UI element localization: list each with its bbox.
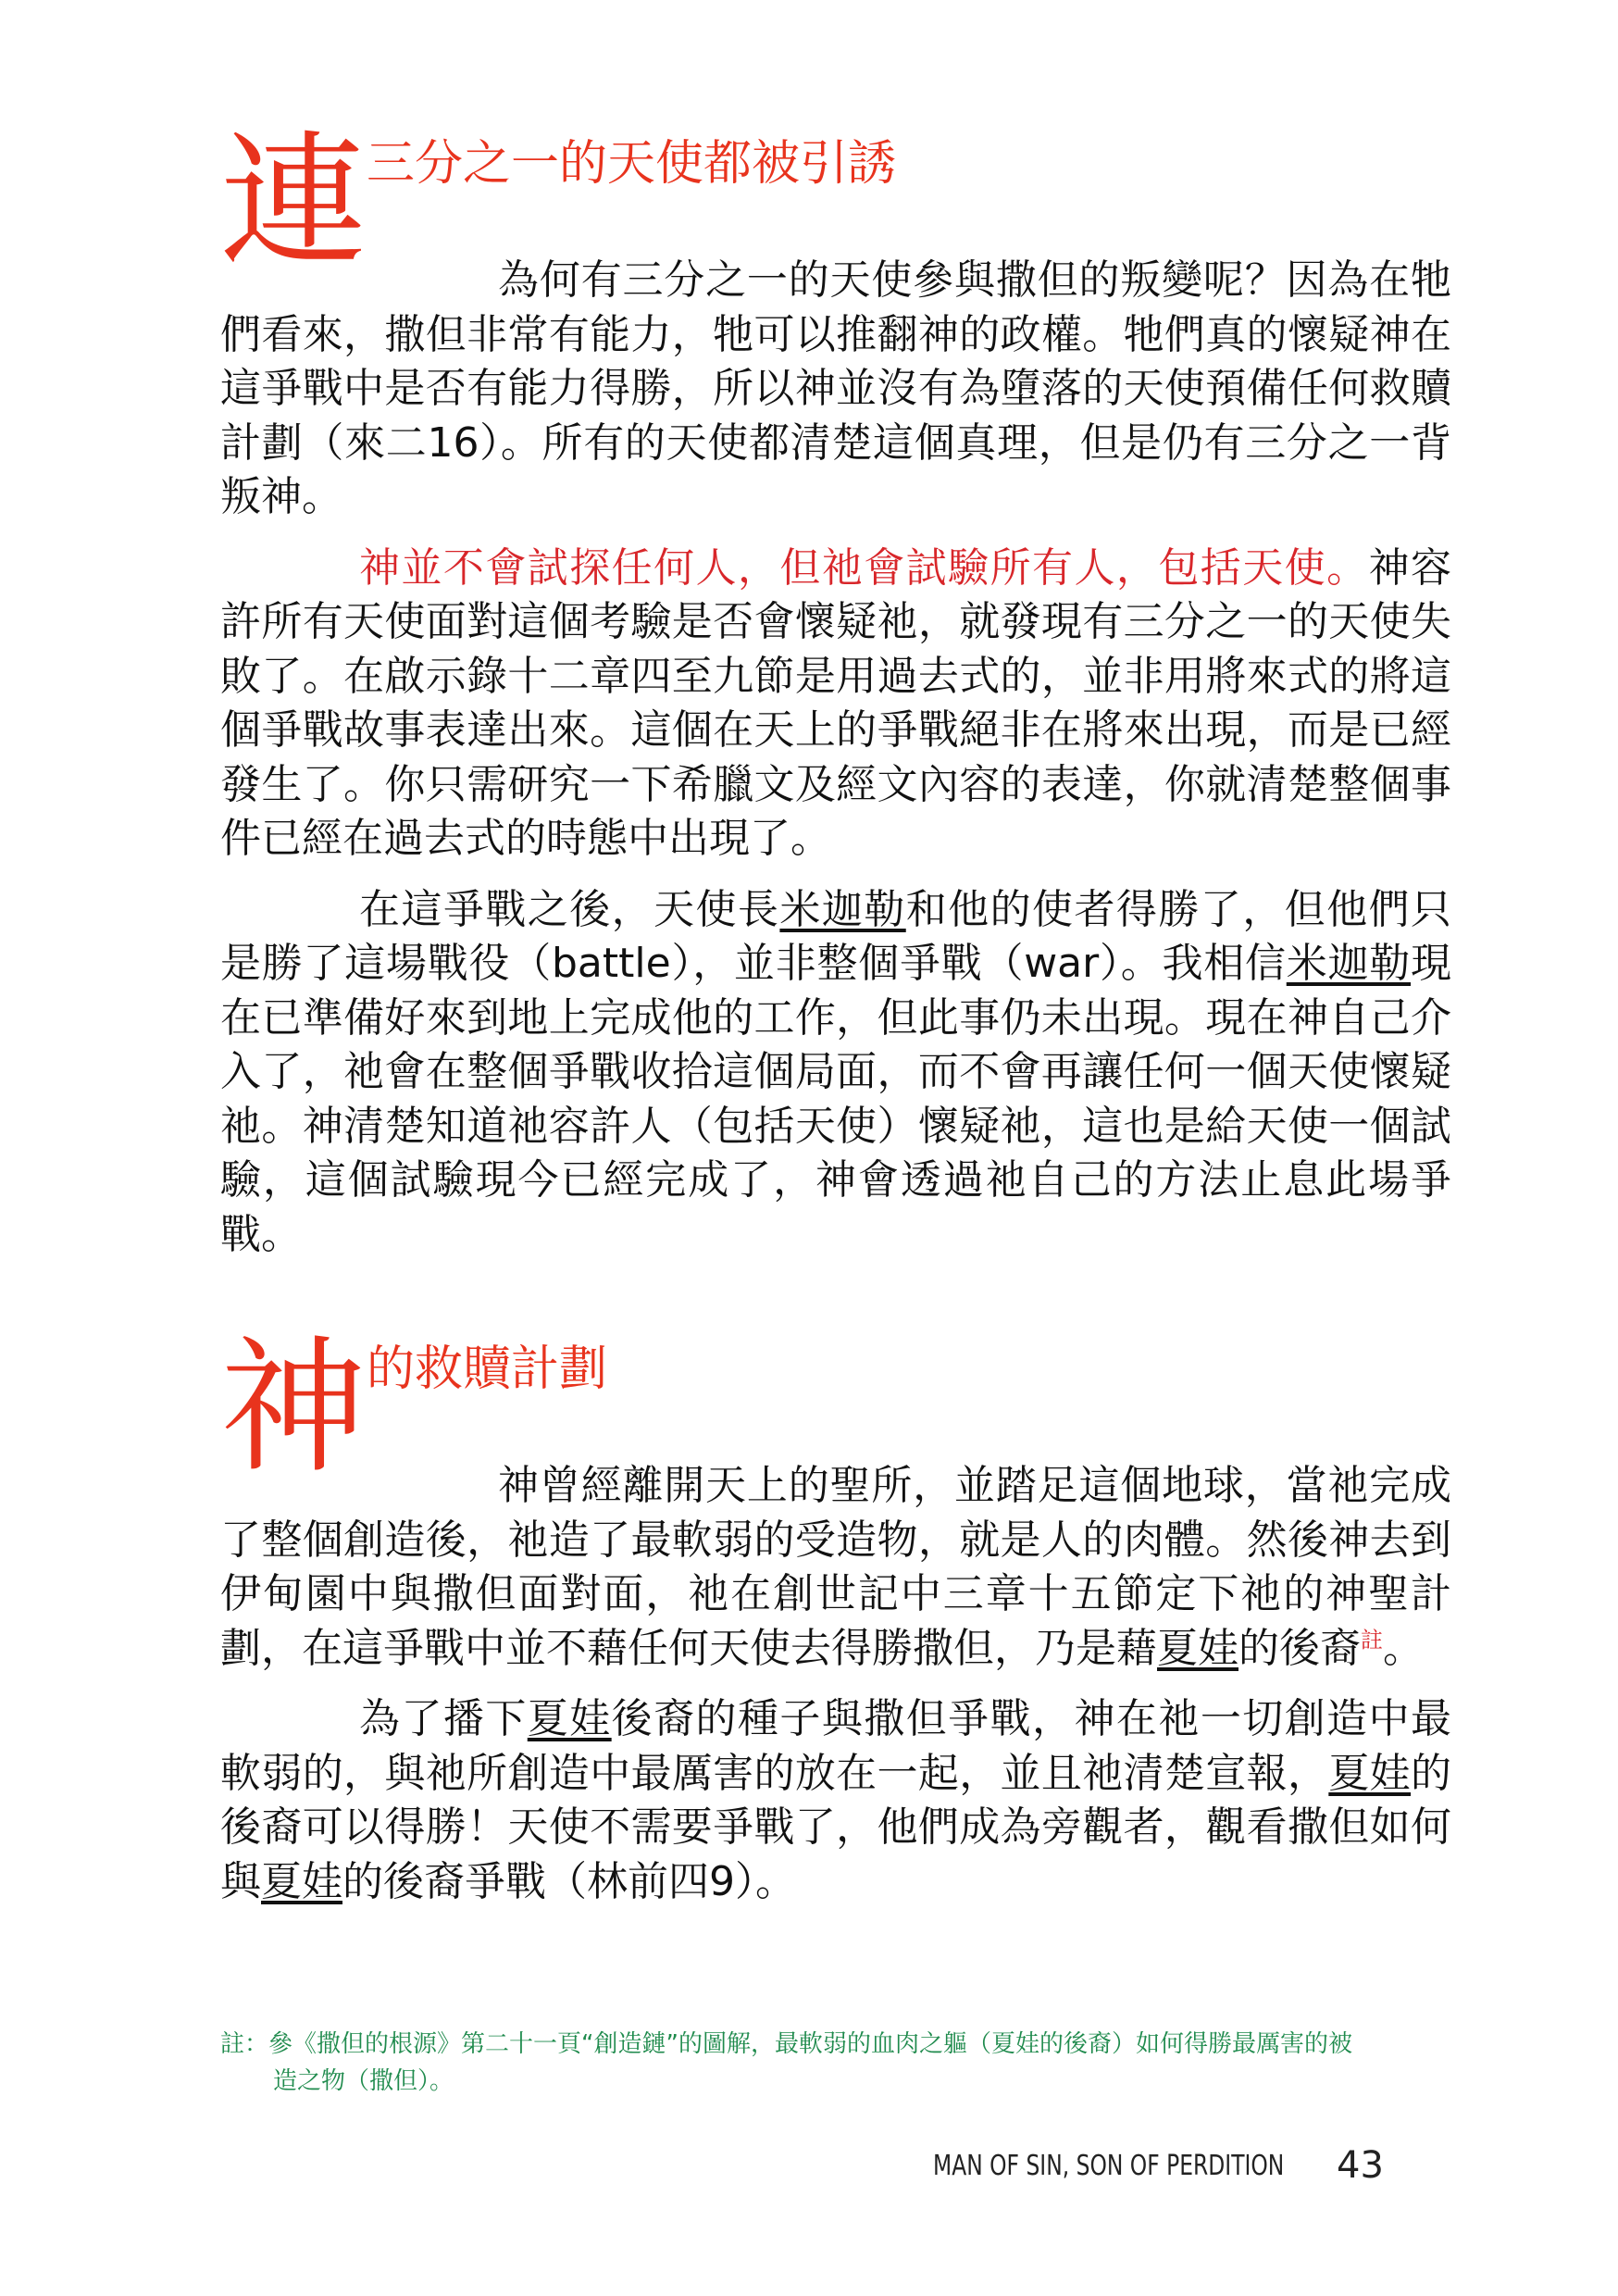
section-title: 三分之一的天使都被引誘 xyxy=(367,136,897,192)
footnote-line: 註：參《撒但的根源》第二十一頁“創造鏈”的圖解，最軟弱的血肉之軀（夏娃的後裔）如何得勝最厲害的被 xyxy=(220,2030,1352,2058)
section-heading xyxy=(220,1323,1451,1493)
paragraph-text: 在這爭戰之後，天使長 xyxy=(359,885,780,933)
section-heading xyxy=(220,118,1451,288)
underlined-name-eve: 夏娃 xyxy=(527,1695,612,1742)
footnote-line: 造之物（撒但）。 xyxy=(273,2067,454,2095)
paragraph-text: 的後裔爭戰（林前四9）。 xyxy=(342,1857,796,1905)
paragraph xyxy=(220,883,1451,1263)
highlighted-sentence: 神並不會試探任何人，但祂會試驗所有人，包括天使。 xyxy=(359,543,1369,592)
paragraph xyxy=(220,542,1451,867)
paragraph: 為何有三分之一的天使參與撒但的叛變呢？因為在牠們看來，撒但非常有能力，牠可以推翻神的政權。牠們真的懷疑神在這爭戰中是否有能力得勝，所以神並沒有為墮落的天使預備任何救贖計劃（來二16）。所有的天使都清楚這個真理，但是仍有三分之一背叛神。 xyxy=(220,256,1451,520)
paragraph xyxy=(220,1692,1451,1909)
paragraph-text: 和他的使者得勝了，但他們只是勝了這場戰役（battle），並非整個爭戰（war）。我相信 xyxy=(220,885,1452,987)
underlined-name-michael: 米迦勒 xyxy=(779,885,906,933)
footnote-marker: 註 xyxy=(1361,1626,1383,1653)
paragraph-text: 為了播下 xyxy=(359,1695,528,1742)
paragraph-text: 後裔的種子與撒但爭戰，神在祂一切創造中最軟弱的，與祂所創造中最厲害的放在一起，並且祂清楚宣報， xyxy=(220,1695,1452,1797)
paragraph-text: 現在已準備好來到地上完成他的工作，但此事仍未出現。現在神自己介入了，祂會在整個爭戰收拾這個局面，而不會再讓任何一個天使懷疑祂。神清楚知道祂容許人（包括天使）懷疑祂，這也是給天使一個試驗，這個試驗現今已經完成了，神會透過祂自己的方法止息此場爭戰。 xyxy=(220,940,1452,1258)
paragraph-text: 。 xyxy=(1383,1624,1424,1672)
underlined-name-eve: 夏娃 xyxy=(261,1857,342,1905)
paragraph-text: 神容許所有天使面對這個考驗是否會懷疑祂，就發現有三分之一的天使失敗了。在啟示錄十二章四至九節是用過去式的，並非用將來式的將這個爭戰故事表達出來。這個在天上的爭戰絕非在將來出現，而是已經發生了。你只需研究一下希臘文及經文內容的表達，你就清楚整個事件已經在過去式的時態中出現了。 xyxy=(220,543,1452,862)
paragraph-text: 的後裔 xyxy=(1238,1624,1361,1672)
underlined-name-eve: 夏娃 xyxy=(1157,1624,1238,1672)
paragraph-text: 神曾經離開天上的聖所，並踏足這個地球，當祂完成了整個創造後，祂造了最軟弱的受造物，就是人的肉體。然後神去到伊甸園中與撒但面對面，祂在創世記中三章十五節定下祂的神聖計劃，在這爭戰中並不藉任何天使去得勝撒但，乃是藉 xyxy=(220,1462,1451,1672)
footnote xyxy=(220,2026,1451,2100)
paragraph xyxy=(220,1459,1451,1676)
section-one-third-angels xyxy=(220,118,1452,1262)
underlined-name-eve: 夏娃 xyxy=(1328,1749,1412,1797)
drop-cap: 神 xyxy=(220,1323,367,1493)
section-title: 的救贖計劃 xyxy=(367,1341,608,1397)
drop-cap: 連 xyxy=(220,118,367,288)
page-number: 43 xyxy=(1337,2144,1384,2187)
running-head: MAN OF SIN, SON OF PERDITION xyxy=(933,2150,1285,2182)
paragraph-text: 的後裔可以得勝！天使不需要爭戰了，他們成為旁觀者，觀看撒但如何與 xyxy=(220,1749,1452,1905)
section-redemption-plan xyxy=(220,1323,1452,1909)
underlined-name-michael: 米迦勒 xyxy=(1286,940,1412,987)
